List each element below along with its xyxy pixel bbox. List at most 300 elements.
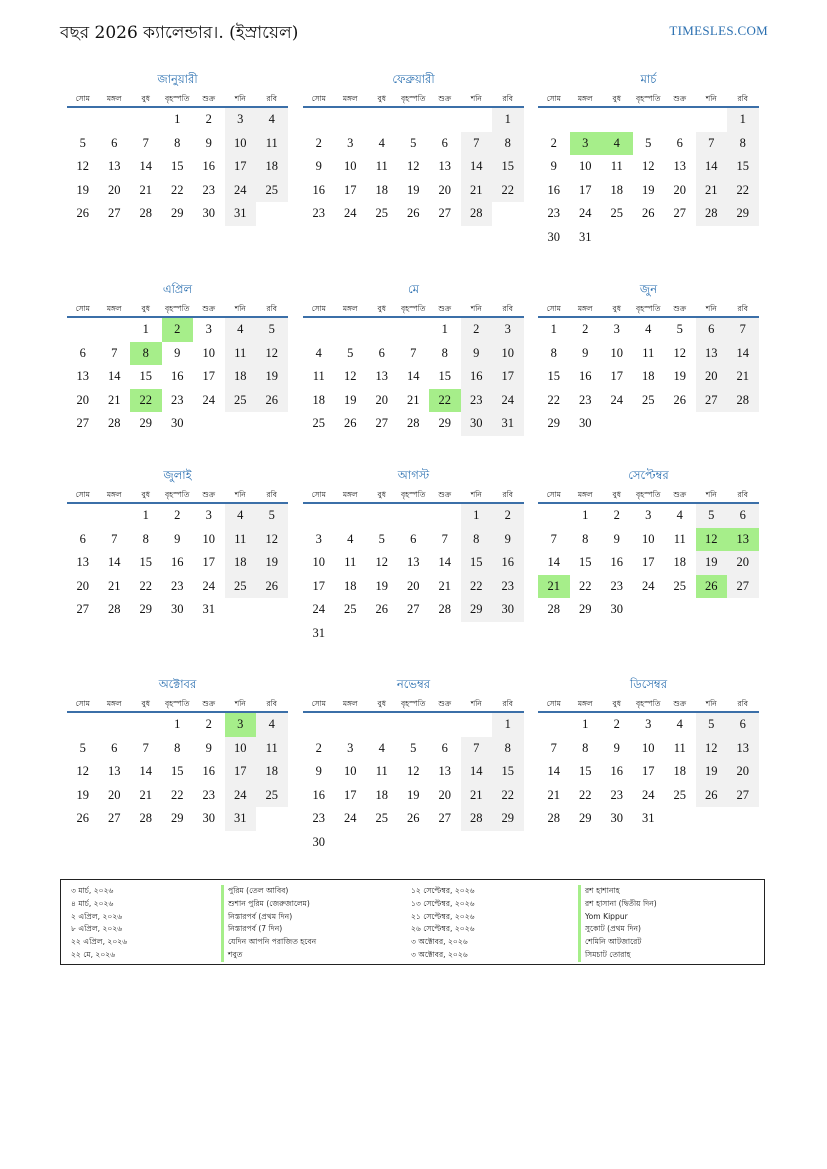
day-cell: 19 bbox=[407, 182, 420, 197]
weekday-label: মঙ্গল bbox=[106, 490, 122, 499]
day-cell: 18 bbox=[642, 369, 655, 383]
day-cell: 8 bbox=[492, 737, 524, 761]
weekday-label: বৃহস্পতি bbox=[165, 490, 190, 499]
month-name: ফেব্রুয়ারী bbox=[392, 72, 435, 86]
day-cell: 6 bbox=[727, 713, 759, 737]
day-cell: 20 bbox=[375, 392, 388, 407]
day-cell: 25 bbox=[375, 206, 388, 220]
weekday-label: শুক্র bbox=[673, 94, 687, 103]
day-cell: 11 bbox=[375, 764, 388, 778]
month-name: সেপ্টেম্বর bbox=[628, 468, 669, 482]
day-cell: 13 bbox=[438, 159, 451, 173]
day-cell: 21 bbox=[461, 179, 493, 203]
empty-cell bbox=[303, 713, 335, 737]
legend-holiday-name: নিস্তারপর্ব (7 দিন) bbox=[221, 923, 316, 936]
day-cell: 14 bbox=[407, 369, 420, 383]
day-cell: 5 bbox=[696, 713, 728, 737]
month-block bbox=[303, 280, 524, 436]
month-block bbox=[67, 466, 288, 622]
day-cell: 5 bbox=[645, 135, 652, 150]
month-name: আগস্ট bbox=[397, 468, 430, 482]
empty-cell bbox=[633, 108, 665, 132]
weekday-label: রবি bbox=[266, 94, 277, 103]
empty-cell bbox=[601, 108, 633, 132]
day-cell: 17 bbox=[202, 369, 215, 383]
day-cell: 30 bbox=[610, 811, 623, 825]
day-cell: 26 bbox=[642, 206, 655, 220]
weekday-header bbox=[538, 92, 759, 108]
day-cell: 1 bbox=[582, 717, 589, 731]
weekday-header bbox=[303, 302, 524, 318]
day-grid bbox=[67, 504, 288, 622]
day-cell: 28 bbox=[108, 416, 121, 430]
day-grid bbox=[67, 108, 288, 226]
day-cell: 9 bbox=[461, 342, 493, 366]
day-cell: 6 bbox=[79, 531, 86, 546]
day-cell: 27 bbox=[108, 811, 121, 825]
day-cell: 29 bbox=[492, 807, 524, 831]
empty-cell bbox=[538, 108, 570, 132]
weekday-label: বুধ bbox=[141, 699, 150, 708]
legend-holiday-name: নিস্তারপর্ব (প্রথম দিন) bbox=[221, 911, 316, 924]
weekday-label: সোম bbox=[75, 699, 90, 708]
day-cell: 10 bbox=[225, 132, 257, 156]
empty-cell bbox=[130, 108, 162, 132]
weekday-label: শনি bbox=[470, 490, 482, 499]
day-cell: 5 bbox=[256, 504, 288, 528]
day-cell: 25 bbox=[256, 784, 288, 808]
holiday-day-cell: 22 bbox=[429, 389, 461, 413]
day-cell: 29 bbox=[171, 811, 184, 825]
day-cell: 13 bbox=[673, 159, 686, 173]
legend-holiday-name: রশ হাসানা (দ্বিতীয় দিন) bbox=[578, 898, 657, 911]
brand-logo-text[interactable]: TIMESLES.COM bbox=[669, 23, 768, 38]
weekday-label: বৃহস্পতি bbox=[636, 94, 661, 103]
empty-cell bbox=[67, 108, 99, 132]
day-cell: 16 bbox=[202, 764, 215, 778]
weekday-label: বুধ bbox=[141, 94, 150, 103]
day-cell: 29 bbox=[727, 202, 759, 226]
day-cell: 30 bbox=[202, 206, 215, 220]
day-cell: 9 bbox=[315, 159, 322, 173]
empty-cell bbox=[664, 108, 696, 132]
day-cell: 28 bbox=[696, 202, 728, 226]
day-cell: 8 bbox=[492, 132, 524, 156]
weekday-label: রবি bbox=[266, 490, 277, 499]
weekday-header bbox=[538, 488, 759, 504]
day-cell: 4 bbox=[645, 322, 652, 336]
day-cell: 22 bbox=[727, 179, 759, 203]
day-cell: 27 bbox=[375, 416, 388, 430]
weekday-label: সোম bbox=[546, 304, 561, 313]
month-name: জানুয়ারী bbox=[157, 72, 198, 86]
weekday-label: শনি bbox=[234, 94, 246, 103]
day-cell: 19 bbox=[696, 760, 728, 784]
empty-cell bbox=[335, 504, 367, 528]
legend-holiday-name: সুকোট (প্রথম দিন) bbox=[578, 923, 657, 936]
day-cell: 18 bbox=[225, 365, 257, 389]
day-cell: 8 bbox=[550, 345, 557, 360]
day-cell: 19 bbox=[673, 369, 686, 383]
day-cell: 18 bbox=[256, 155, 288, 179]
day-cell: 23 bbox=[312, 206, 325, 220]
day-cell: 1 bbox=[441, 322, 448, 336]
day-cell: 4 bbox=[378, 740, 385, 755]
day-cell: 9 bbox=[613, 531, 620, 546]
day-cell: 7 bbox=[410, 345, 417, 360]
month-name: এপ্রিল bbox=[162, 282, 193, 296]
day-cell: 19 bbox=[256, 365, 288, 389]
weekday-label: সোম bbox=[311, 94, 326, 103]
day-cell: 29 bbox=[139, 416, 152, 430]
empty-cell bbox=[429, 108, 461, 132]
day-cell: 20 bbox=[438, 787, 451, 802]
empty-cell bbox=[67, 713, 99, 737]
day-cell: 23 bbox=[312, 811, 325, 825]
empty-cell bbox=[366, 318, 398, 342]
day-cell: 4 bbox=[225, 504, 257, 528]
legend-date: ২২ মে, ২০২৬ bbox=[71, 949, 116, 959]
day-cell: 20 bbox=[696, 365, 728, 389]
empty-cell bbox=[366, 504, 398, 528]
legend-holiday-name: সিমচাট তোরাহ bbox=[578, 949, 657, 962]
day-cell: 27 bbox=[407, 602, 420, 616]
day-cell: 22 bbox=[579, 578, 592, 593]
day-cell: 25 bbox=[375, 811, 388, 825]
weekday-label: বুধ bbox=[141, 490, 150, 499]
day-cell: 26 bbox=[76, 206, 89, 220]
empty-cell bbox=[303, 504, 335, 528]
weekday-label: বৃহস্পতি bbox=[401, 304, 426, 313]
day-cell: 11 bbox=[256, 737, 288, 761]
day-cell: 15 bbox=[579, 764, 592, 778]
day-cell: 3 bbox=[347, 740, 354, 755]
day-cell: 13 bbox=[108, 159, 121, 173]
weekday-label: সোম bbox=[75, 490, 90, 499]
day-cell: 10 bbox=[492, 342, 524, 366]
day-cell: 3 bbox=[205, 508, 212, 522]
day-cell: 6 bbox=[696, 318, 728, 342]
day-cell: 18 bbox=[673, 764, 686, 778]
month-name: নভেম্বর bbox=[396, 677, 431, 691]
weekday-header bbox=[67, 92, 288, 108]
weekday-label: বুধ bbox=[612, 699, 621, 708]
day-cell: 27 bbox=[696, 389, 728, 413]
weekday-label: মঙ্গল bbox=[342, 490, 358, 499]
day-cell: 7 bbox=[111, 345, 118, 360]
holiday-legend bbox=[60, 879, 765, 965]
holiday-day-cell: 21 bbox=[538, 575, 570, 599]
day-cell: 26 bbox=[256, 575, 288, 599]
day-cell: 24 bbox=[202, 392, 215, 407]
day-grid bbox=[67, 713, 288, 831]
day-cell: 9 bbox=[492, 528, 524, 552]
weekday-label: বুধ bbox=[612, 490, 621, 499]
day-cell: 30 bbox=[547, 229, 560, 244]
weekday-label: বুধ bbox=[377, 490, 386, 499]
day-cell: 4 bbox=[256, 713, 288, 737]
day-cell: 31 bbox=[492, 412, 524, 436]
legend-holiday-name: রশ হাশানাহ bbox=[578, 885, 657, 898]
day-cell: 10 bbox=[344, 764, 357, 778]
day-cell: 4 bbox=[256, 108, 288, 132]
day-cell: 17 bbox=[202, 555, 215, 569]
weekday-label: বৃহস্পতি bbox=[165, 304, 190, 313]
day-cell: 16 bbox=[461, 365, 493, 389]
day-cell: 29 bbox=[579, 811, 592, 825]
weekday-label: শনি bbox=[234, 699, 246, 708]
day-cell: 8 bbox=[174, 740, 181, 755]
day-cell: 7 bbox=[441, 531, 448, 546]
day-cell: 15 bbox=[171, 764, 184, 778]
day-cell: 28 bbox=[461, 807, 493, 831]
day-cell: 8 bbox=[461, 528, 493, 552]
weekday-label: শনি bbox=[705, 699, 717, 708]
weekday-label: শনি bbox=[705, 304, 717, 313]
day-cell: 19 bbox=[642, 182, 655, 197]
legend-date: ৮ এপ্রিল, ২০২৬ bbox=[71, 924, 123, 934]
day-cell: 30 bbox=[461, 412, 493, 436]
legend-names-left bbox=[221, 885, 316, 962]
weekday-label: বৃহস্পতি bbox=[165, 699, 190, 708]
weekday-label: শনি bbox=[470, 304, 482, 313]
day-cell: 3 bbox=[613, 322, 620, 336]
day-cell: 21 bbox=[461, 784, 493, 808]
weekday-label: বৃহস্পতি bbox=[636, 699, 661, 708]
holiday-day-cell: 12 bbox=[696, 528, 728, 552]
day-cell: 26 bbox=[407, 811, 420, 825]
empty-cell bbox=[570, 108, 602, 132]
day-cell: 31 bbox=[312, 625, 325, 640]
day-cell: 14 bbox=[108, 369, 121, 383]
holiday-day-cell: 22 bbox=[130, 389, 162, 413]
weekday-header bbox=[67, 302, 288, 318]
day-cell: 3 bbox=[205, 322, 212, 336]
day-cell: 8 bbox=[174, 135, 181, 150]
day-cell: 24 bbox=[610, 392, 623, 407]
day-cell: 19 bbox=[76, 787, 89, 802]
month-block bbox=[67, 280, 288, 436]
day-cell: 4 bbox=[225, 318, 257, 342]
empty-cell bbox=[429, 713, 461, 737]
legend-date: ২৬ সেপ্টেম্বর, ২০২৬ bbox=[411, 924, 475, 934]
day-cell: 16 bbox=[547, 182, 560, 197]
empty-cell bbox=[335, 108, 367, 132]
day-cell: 23 bbox=[171, 392, 184, 407]
weekday-label: শনি bbox=[470, 699, 482, 708]
day-cell: 12 bbox=[407, 764, 420, 778]
day-cell: 30 bbox=[492, 598, 524, 622]
day-cell: 15 bbox=[492, 760, 524, 784]
day-cell: 4 bbox=[676, 508, 683, 522]
day-cell: 22 bbox=[547, 392, 560, 407]
empty-cell bbox=[303, 108, 335, 132]
day-cell: 6 bbox=[441, 740, 448, 755]
day-cell: 15 bbox=[438, 369, 451, 383]
empty-cell bbox=[696, 108, 728, 132]
holiday-day-cell: 4 bbox=[601, 132, 633, 156]
weekday-header bbox=[303, 697, 524, 713]
day-cell: 19 bbox=[344, 392, 357, 407]
weekday-label: রবি bbox=[266, 304, 277, 313]
day-cell: 21 bbox=[108, 392, 121, 407]
weekday-label: বৃহস্পতি bbox=[165, 94, 190, 103]
weekday-label: সোম bbox=[546, 94, 561, 103]
day-cell: 31 bbox=[642, 811, 655, 825]
day-cell: 6 bbox=[111, 135, 118, 150]
day-cell: 15 bbox=[461, 551, 493, 575]
empty-cell bbox=[398, 713, 430, 737]
day-cell: 26 bbox=[407, 206, 420, 220]
day-cell: 28 bbox=[461, 202, 493, 226]
empty-cell bbox=[67, 504, 99, 528]
day-cell: 20 bbox=[108, 787, 121, 802]
day-cell: 17 bbox=[225, 760, 257, 784]
day-cell: 21 bbox=[438, 578, 451, 593]
weekday-label: মঙ্গল bbox=[342, 94, 358, 103]
empty-cell bbox=[303, 318, 335, 342]
month-block bbox=[303, 70, 524, 226]
day-cell: 29 bbox=[139, 602, 152, 616]
month-name: মার্চ bbox=[640, 72, 657, 86]
weekday-label: শুক্র bbox=[673, 699, 687, 708]
weekday-header bbox=[538, 697, 759, 713]
weekday-label: মঙ্গল bbox=[106, 699, 122, 708]
day-cell: 2 bbox=[613, 508, 620, 522]
day-cell: 27 bbox=[438, 206, 451, 220]
day-cell: 13 bbox=[696, 342, 728, 366]
day-cell: 10 bbox=[642, 740, 655, 755]
day-cell: 31 bbox=[225, 807, 257, 831]
weekday-label: রবি bbox=[502, 490, 513, 499]
weekday-label: বৃহস্পতি bbox=[636, 304, 661, 313]
day-cell: 2 bbox=[205, 717, 212, 731]
empty-cell bbox=[366, 713, 398, 737]
day-cell: 17 bbox=[492, 365, 524, 389]
weekday-label: বৃহস্পতি bbox=[636, 490, 661, 499]
day-cell: 17 bbox=[642, 764, 655, 778]
day-cell: 14 bbox=[108, 555, 121, 569]
day-grid bbox=[538, 108, 759, 249]
weekday-header bbox=[538, 302, 759, 318]
day-cell: 8 bbox=[582, 740, 589, 755]
day-cell: 27 bbox=[727, 784, 759, 808]
legend-date: ২২ এপ্রিল, ২০২৬ bbox=[71, 937, 128, 947]
day-cell: 29 bbox=[438, 416, 451, 430]
day-cell: 24 bbox=[344, 811, 357, 825]
day-cell: 7 bbox=[142, 135, 149, 150]
day-cell: 18 bbox=[375, 182, 388, 197]
day-cell: 12 bbox=[407, 159, 420, 173]
day-cell: 17 bbox=[642, 555, 655, 569]
day-cell: 19 bbox=[696, 551, 728, 575]
weekday-label: বৃহস্পতি bbox=[401, 490, 426, 499]
day-cell: 28 bbox=[547, 602, 560, 616]
weekday-label: শুক্র bbox=[202, 94, 216, 103]
legend-holiday-name: যেদিন আপনি পরাজিত হবেন bbox=[221, 936, 316, 949]
month-block bbox=[303, 466, 524, 645]
day-cell: 11 bbox=[256, 132, 288, 156]
day-cell: 10 bbox=[610, 345, 623, 360]
day-cell: 29 bbox=[547, 416, 560, 430]
day-cell: 27 bbox=[108, 206, 121, 220]
day-cell: 23 bbox=[202, 182, 215, 197]
weekday-label: বৃহস্পতি bbox=[401, 94, 426, 103]
day-cell: 30 bbox=[610, 602, 623, 616]
empty-cell bbox=[335, 713, 367, 737]
day-cell: 22 bbox=[139, 578, 152, 593]
day-cell: 5 bbox=[378, 531, 385, 546]
day-cell: 25 bbox=[225, 575, 257, 599]
day-cell: 30 bbox=[312, 834, 325, 849]
day-cell: 21 bbox=[139, 182, 152, 197]
day-cell: 5 bbox=[79, 135, 86, 150]
day-cell: 6 bbox=[111, 740, 118, 755]
month-name: জুন bbox=[639, 282, 658, 296]
day-cell: 17 bbox=[312, 578, 325, 593]
day-cell: 16 bbox=[202, 159, 215, 173]
day-cell: 28 bbox=[727, 389, 759, 413]
weekday-header bbox=[303, 488, 524, 504]
weekday-label: রবি bbox=[266, 699, 277, 708]
weekday-label: রবি bbox=[737, 94, 748, 103]
day-cell: 2 bbox=[461, 318, 493, 342]
day-cell: 11 bbox=[642, 345, 655, 360]
legend-holiday-name: পুরিম (তেল আবিব) bbox=[221, 885, 316, 898]
day-cell: 6 bbox=[410, 531, 417, 546]
day-cell: 12 bbox=[673, 345, 686, 360]
day-cell: 19 bbox=[375, 578, 388, 593]
day-cell: 1 bbox=[727, 108, 759, 132]
day-cell: 3 bbox=[645, 717, 652, 731]
day-cell: 1 bbox=[550, 322, 557, 336]
day-cell: 28 bbox=[407, 416, 420, 430]
weekday-label: রবি bbox=[737, 699, 748, 708]
day-cell: 2 bbox=[582, 322, 589, 336]
weekday-label: সোম bbox=[546, 490, 561, 499]
month-block bbox=[67, 675, 288, 831]
day-cell: 27 bbox=[673, 206, 686, 220]
day-cell: 26 bbox=[673, 392, 686, 407]
empty-cell bbox=[99, 504, 131, 528]
day-cell: 20 bbox=[438, 182, 451, 197]
day-cell: 26 bbox=[375, 602, 388, 616]
day-cell: 21 bbox=[696, 179, 728, 203]
day-cell: 24 bbox=[344, 206, 357, 220]
day-cell: 11 bbox=[225, 528, 257, 552]
day-cell: 8 bbox=[142, 531, 149, 546]
weekday-label: রবি bbox=[502, 699, 513, 708]
holiday-day-cell: 8 bbox=[130, 342, 162, 366]
day-cell: 12 bbox=[344, 369, 357, 383]
day-cell: 3 bbox=[315, 531, 322, 546]
day-cell: 23 bbox=[610, 787, 623, 802]
day-cell: 14 bbox=[139, 159, 152, 173]
day-cell: 15 bbox=[139, 555, 152, 569]
empty-cell bbox=[99, 108, 131, 132]
day-cell: 10 bbox=[579, 159, 592, 173]
day-grid bbox=[538, 713, 759, 831]
weekday-label: বুধ bbox=[377, 94, 386, 103]
legend-holiday-name: Yom Kippur bbox=[578, 911, 657, 924]
day-cell: 12 bbox=[76, 764, 89, 778]
day-cell: 14 bbox=[139, 764, 152, 778]
day-cell: 22 bbox=[461, 575, 493, 599]
day-cell: 15 bbox=[727, 155, 759, 179]
day-cell: 16 bbox=[312, 182, 325, 197]
day-cell: 7 bbox=[461, 132, 493, 156]
weekday-header bbox=[67, 488, 288, 504]
